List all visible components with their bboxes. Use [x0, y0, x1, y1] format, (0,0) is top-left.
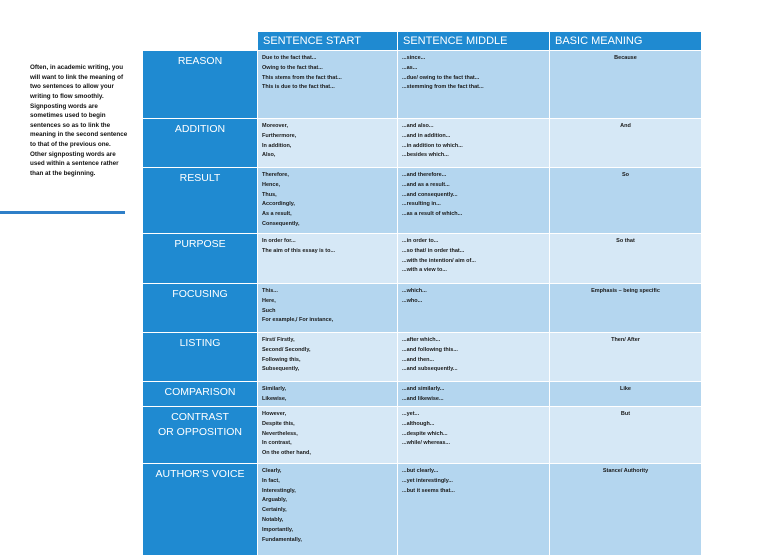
sentence-middle-cell	[397, 119, 549, 167]
phrase: Hence,	[262, 181, 281, 188]
phrase: ...with the intention/ aim of...	[402, 257, 476, 264]
phrase: Subsequently,	[262, 366, 300, 373]
row-category	[143, 464, 257, 555]
phrase: This stems from the fact that...	[262, 74, 342, 81]
phrase: Certainly,	[262, 507, 287, 514]
phrase: ...yet interestingly...	[402, 477, 453, 484]
phrase: ...in order to...	[402, 238, 439, 244]
phrase: ...and consequently...	[402, 191, 458, 198]
table-body	[143, 50, 701, 555]
phrase: However,	[262, 411, 287, 417]
phrase: Accordingly,	[262, 201, 295, 208]
row-category	[143, 333, 257, 381]
phrase: ...in addition to which...	[402, 142, 463, 149]
basic-meaning-cell: Emphasis – being specific	[549, 284, 701, 332]
phrase: ...and following this...	[402, 346, 458, 353]
phrase: In fact,	[262, 477, 280, 484]
phrase: Such	[262, 307, 276, 314]
phrase: ...while/ whereas...	[402, 440, 450, 447]
phrase: As a result,	[262, 211, 292, 218]
phrase: ...and as a result...	[402, 181, 450, 188]
phrase: ...and likewise...	[402, 395, 444, 402]
sentence-start-cell	[257, 234, 397, 283]
phrase: ...after which...	[402, 337, 441, 343]
category-label: CONTRAST	[171, 411, 229, 423]
table-row	[143, 167, 701, 233]
row-category	[143, 119, 257, 167]
phrase: Importantly,	[262, 526, 294, 533]
table-row	[143, 118, 701, 167]
row-category	[143, 168, 257, 233]
phrase: ...due/ owing to the fact that...	[402, 74, 480, 81]
sentence-middle-cell	[397, 382, 549, 406]
table-row	[143, 50, 701, 118]
phrase: ...and then...	[402, 356, 435, 363]
phrase: ...and subsequently...	[402, 366, 458, 373]
phrase: ...although...	[402, 420, 435, 427]
phrase: Owing to the fact that...	[262, 64, 323, 71]
category-label: OR OPPOSITION	[157, 426, 242, 438]
phrase: Similarly,	[262, 386, 287, 392]
phrase: ...resulting in...	[402, 201, 441, 208]
category-label: FOCUSING	[172, 288, 228, 300]
phrase: ...but clearly...	[402, 468, 439, 474]
phrase: On the other hand,	[262, 450, 311, 457]
phrase: ...and similarly...	[402, 386, 445, 392]
phrase: Likewise,	[262, 395, 287, 402]
phrase: Here,	[262, 297, 276, 304]
sentence-middle-cell	[397, 51, 549, 118]
sentence-middle-cell	[397, 333, 549, 381]
basic-meaning-cell: But	[549, 407, 701, 463]
phrase: Despite this,	[262, 420, 295, 427]
basic-meaning-cell: So	[549, 168, 701, 233]
phrase: ...as a result of which...	[402, 211, 463, 218]
table-row	[143, 283, 701, 332]
phrase: Nevertheless,	[262, 430, 298, 437]
basic-meaning-cell: Because	[549, 51, 701, 118]
table-header	[143, 32, 701, 50]
phrase: In contrast,	[262, 440, 292, 447]
phrase: This is due to the fact that...	[262, 84, 335, 91]
basic-meaning-cell: Then/ After	[549, 333, 701, 381]
phrase: ...who...	[402, 297, 423, 304]
phrase: Thus,	[262, 191, 277, 198]
intro-paragraph: Often, in academic writing, you will want to link the meaning of two sentences to allow your writing to flow smoothly. Signposting words are sometimes used to begin sentences so as to link the meaning in the second sentence to that of the previous one. Other signposting words are used within a sentence rather than at the beginning.	[30, 64, 128, 177]
phrase: ...but it seems that...	[402, 487, 455, 494]
sentence-start-cell	[257, 51, 397, 118]
sentence-middle-cell	[397, 407, 549, 463]
phrase: ...yet...	[402, 411, 420, 417]
phrase: Furthermore,	[262, 132, 297, 139]
phrase: Consequently,	[262, 220, 300, 227]
category-label: REASON	[177, 55, 223, 67]
phrase: Clearly,	[262, 468, 282, 474]
sentence-middle-cell	[397, 464, 549, 555]
phrase: Interestingly,	[262, 487, 296, 494]
row-category	[143, 51, 257, 118]
column-header-basic-meaning: BASIC MEANING	[549, 32, 701, 50]
sentence-middle-cell	[397, 168, 549, 233]
phrase: In addition,	[262, 142, 292, 149]
phrase: For example,/ For instance,	[262, 317, 334, 324]
sentence-start-cell	[257, 333, 397, 381]
phrase: ...which...	[402, 288, 427, 294]
phrase: Fundamentally,	[262, 536, 302, 543]
header-spacer	[143, 32, 257, 50]
category-label: AUTHOR'S VOICE	[155, 468, 245, 480]
phrase: Also,	[262, 152, 276, 159]
category-label: PURPOSE	[174, 238, 226, 250]
sentence-start-cell	[257, 284, 397, 332]
phrase: ...since...	[402, 55, 426, 61]
basic-meaning-cell: Like	[549, 382, 701, 406]
category-label: ADDITION	[174, 123, 226, 135]
phrase: Moreover,	[262, 123, 288, 129]
phrase: First/ Firstly,	[262, 337, 295, 343]
category-label: RESULT	[179, 172, 221, 184]
phrase: ...stemming from the fact that...	[402, 84, 484, 91]
phrase: ...and therefore...	[402, 172, 447, 178]
intro-divider	[0, 211, 125, 214]
row-category	[143, 284, 257, 332]
basic-meaning-cell: So that	[549, 234, 701, 283]
phrase: This...	[262, 288, 278, 294]
sentence-start-cell	[257, 464, 397, 555]
column-header-sentence-start: SENTENCE START	[257, 32, 397, 50]
phrase: ...as...	[402, 64, 418, 71]
table-row	[143, 406, 701, 463]
phrase: In order for...	[262, 238, 296, 244]
row-category	[143, 382, 257, 406]
phrase: ...despite which...	[402, 430, 448, 437]
sentence-start-cell	[257, 382, 397, 406]
row-category	[143, 234, 257, 283]
table-row	[143, 233, 701, 283]
sentence-middle-cell	[397, 234, 549, 283]
phrase: ...and also...	[402, 123, 434, 129]
row-category	[143, 407, 257, 463]
phrase: ...and in addition...	[402, 132, 451, 139]
sentence-start-cell	[257, 407, 397, 463]
phrase: Therefore,	[262, 172, 289, 178]
sentence-start-cell	[257, 119, 397, 167]
basic-meaning-cell: And	[549, 119, 701, 167]
phrase: ...besides which...	[402, 152, 449, 159]
phrase: Arguably,	[262, 497, 287, 504]
table-row	[143, 463, 701, 555]
table-row	[143, 381, 701, 406]
category-label: LISTING	[179, 337, 221, 349]
phrase: Due to the fact that...	[262, 55, 317, 61]
phrase: Notably,	[262, 516, 284, 523]
phrase: ...so that/ in order that...	[402, 247, 465, 254]
phrase: Second/ Secondly,	[262, 346, 311, 353]
phrase: ...with a view to...	[402, 267, 447, 274]
phrase: The aim of this essay is to...	[262, 247, 336, 254]
table-row	[143, 332, 701, 381]
basic-meaning-cell: Stance/ Authority	[549, 464, 701, 555]
category-label: COMPARISON	[164, 386, 236, 398]
column-header-sentence-middle: SENTENCE MIDDLE	[397, 32, 549, 50]
sentence-start-cell	[257, 168, 397, 233]
phrase: Following this,	[262, 356, 301, 363]
signposting-table	[143, 32, 701, 555]
sentence-middle-cell	[397, 284, 549, 332]
